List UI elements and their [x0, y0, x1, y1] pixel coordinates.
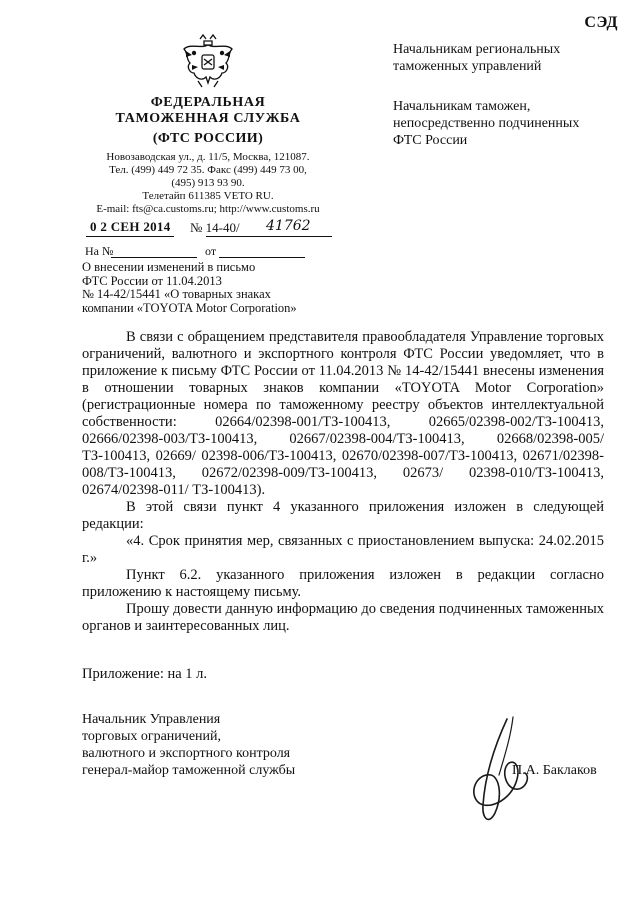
reply-reference-line [85, 244, 315, 260]
signer-title-line: генерал-майор таможенной службы [82, 763, 296, 778]
registration-number-handwritten: 41762 [266, 218, 311, 234]
signer-title-line: торговых ограничений, [82, 729, 222, 744]
addressee-line: ФТС России [393, 133, 468, 148]
contact-line: Новозаводская ул., д. 11/5, Москва, 121087. [106, 151, 310, 163]
signer-title-line: валютного и экспортного контроля [82, 746, 291, 761]
contact-block [78, 151, 338, 216]
date-underline [86, 236, 174, 237]
signer-title-line: Начальник Управления [82, 712, 221, 727]
contact-line: (495) 913 93 90. [171, 177, 245, 189]
addressee-line: Начальникам таможен, [393, 99, 531, 114]
signer-title [82, 711, 295, 779]
agency-line1: ФЕДЕРАЛЬНАЯ [150, 95, 266, 110]
contact-line: Тел. (499) 449 72 35. Факс (499) 449 73 00, [109, 164, 307, 176]
letter-body [82, 329, 604, 635]
body-paragraph: Прошу довести данную информацию до сведения подчиненных таможенных органов и заинтересованных лиц. [82, 601, 604, 634]
emblem-icon [180, 33, 236, 93]
reply-from-label: от [205, 244, 217, 258]
agency-short: (ФТС РОССИИ) [152, 131, 264, 146]
reply-to-label: На № [85, 244, 114, 258]
number-underline [206, 236, 332, 237]
addressee-line: Начальникам региональных [393, 42, 561, 57]
registration-number-label: № 14-40/ [190, 220, 240, 235]
subject-line: ФТС России от 11.04.2013 [82, 273, 222, 288]
subject-line: компании «TOYOTA Motor Corporation» [82, 300, 297, 315]
contact-line: Телетайп 611385 VETO RU. [142, 190, 274, 202]
body-paragraph: Пункт 6.2. указанного приложения изложен в редакции согласно приложению к настоящему письму. [82, 567, 604, 600]
addressee-customs [393, 98, 623, 149]
addressee-line: непосредственно подчиненных [393, 116, 580, 131]
reply-date-blank [219, 257, 305, 258]
addressee-line: таможенных управлений [393, 59, 542, 74]
registration-line [78, 219, 348, 237]
sed-stamp: СЭД [584, 14, 618, 31]
subject-line: № 14-42/15441 «О товарных знаках [82, 287, 271, 301]
subject-line: О внесении изменений в письмо [82, 260, 256, 274]
attachment-note: Приложение: на 1 л. [82, 666, 208, 682]
body-paragraph: В этой связи пункт 4 указанного приложения изложен в следующей редакции: [82, 499, 604, 532]
subject-block [82, 261, 342, 315]
signer-name: П.А. Баклаков [512, 763, 597, 778]
contact-line: E-mail: fts@ca.customs.ru; http://www.customs.ru [96, 203, 320, 215]
body-quote: «4. Срок принятия мер, связанных с приостановлением выпуска: 24.02.2015 г.» [82, 533, 604, 566]
agency-line2: ТАМОЖЕННАЯ СЛУЖБА [115, 111, 301, 126]
agency-name [78, 95, 338, 147]
addressee-regional [393, 41, 623, 75]
registration-date: 0 2 СЕН 2014 [90, 219, 171, 234]
reply-number-blank [111, 257, 197, 258]
body-paragraph: В связи с обращением представителя правообладателя Управление торговых ограничений, валютного и экспортного контроля ФТС России уведомляет, что в приложение к письму ФТС России от 11.04.2013 № 14-42/15441 внесены изменения в отношении товарных знаков компании «TOYOTA Motor Corporation» (регистрационные номера по таможенному реестру объектов интеллектуальной собственности: 02664/02398-001/ТЗ-100413, 02665/02398-002/ТЗ-100413, 02666/02398-003/ТЗ-100413, 02667/02398-004/ТЗ-100413, 02668/02398-005/ТЗ-100413, 02669/ 02398-006/ТЗ-100413, 02670/02398-007/ТЗ-100413, 02671/02398-008/ТЗ-100413, 02672/02398-009/ТЗ-100413, 02673/ 02398-010/ТЗ-100413, 02674/02398-011/ ТЗ-100413). [82, 329, 604, 498]
